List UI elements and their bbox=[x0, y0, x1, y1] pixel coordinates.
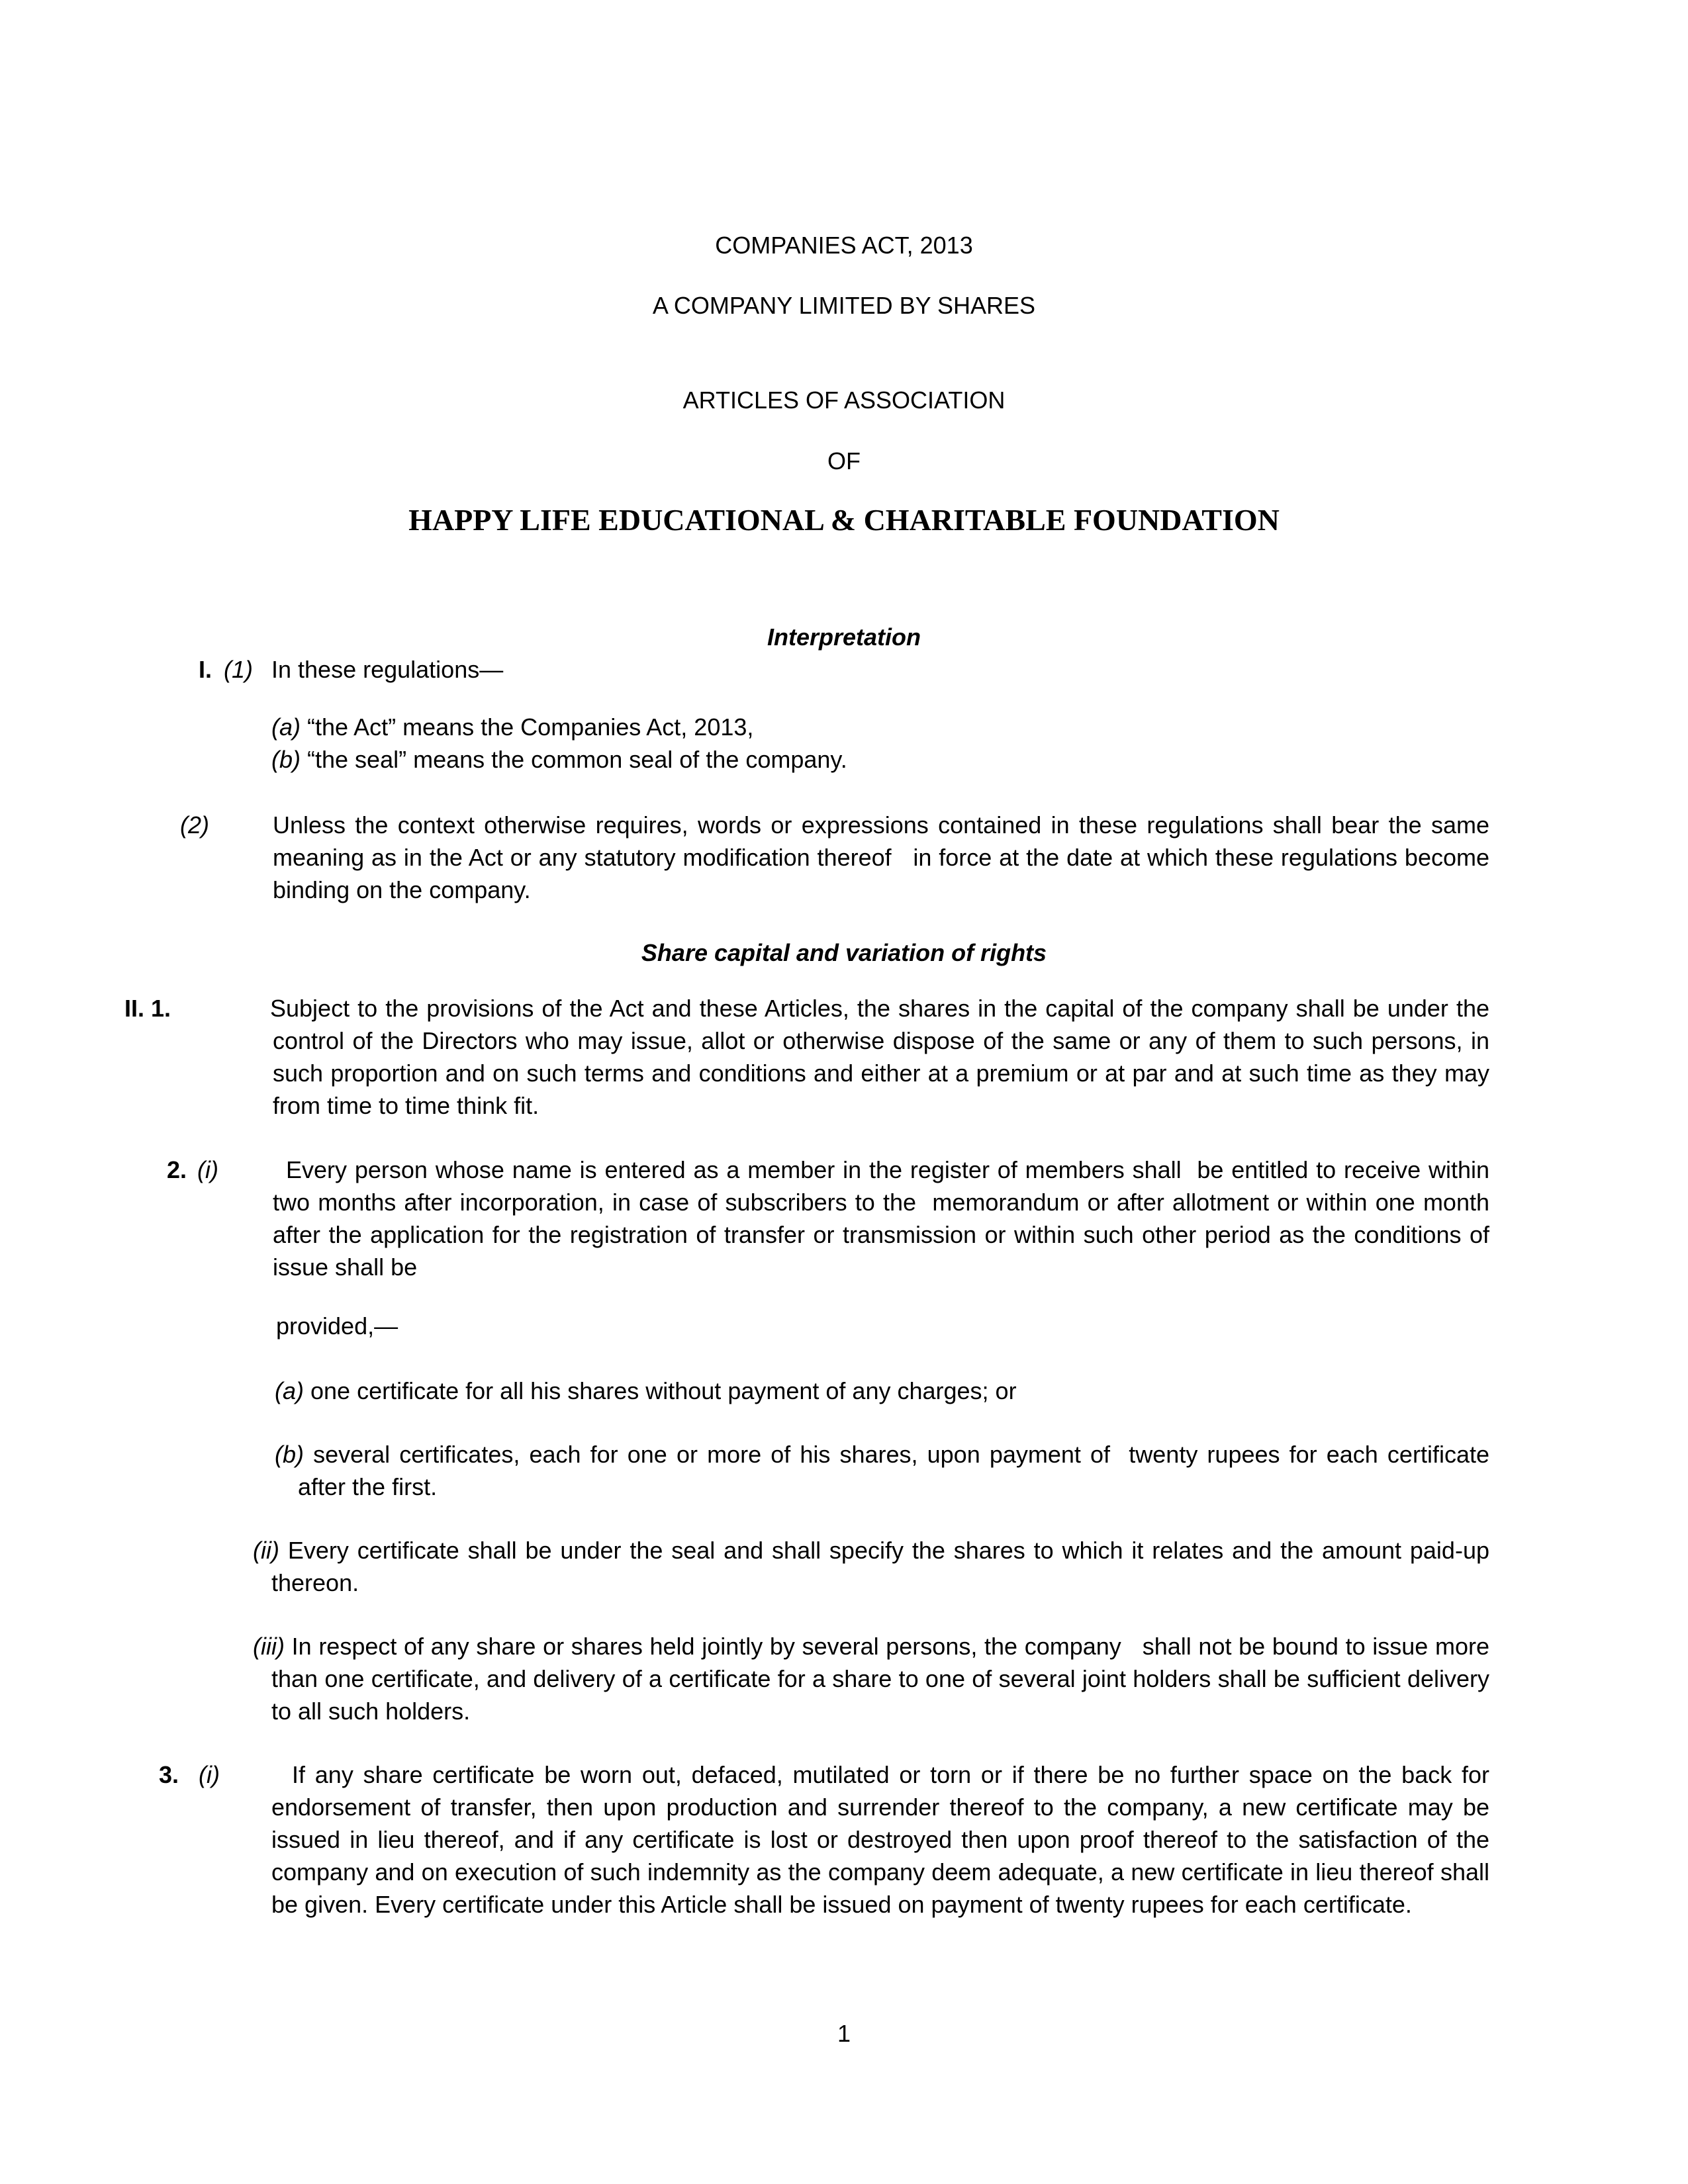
clause-II-1-text: Subject to the provisions of the Act and these Articles, the shares in the capital of the company shall be under the control of the Directors who may issue, allot or otherwise dispose of the same or any of them to such persons, in such proportion and on such terms and conditions and either at a premium or at par and at such time as they may from time to time think fit. bbox=[270, 995, 1489, 1119]
clause-2-i-number: 2. bbox=[167, 1156, 187, 1183]
clause-2-i bbox=[167, 1154, 1489, 1283]
clause-2-iii bbox=[199, 1630, 1489, 1727]
clause-2-ii-marker: (ii) bbox=[253, 1537, 279, 1564]
clause-3-i-subnumber: (i) bbox=[199, 1761, 220, 1788]
doc-title-company-type: A COMPANY LIMITED BY SHARES bbox=[652, 292, 1036, 319]
definition-item-a bbox=[271, 711, 1489, 743]
section-heading-interpretation: Interpretation bbox=[767, 623, 921, 651]
certificate-item-b-marker: (b) bbox=[275, 1441, 304, 1468]
clause-2-iii-text: In respect of any share or shares held jointly by several persons, the company shall not be bound to issue more than one certificate, and delivery of a certificate for a share to one of several joint holders shall be sufficient delivery to all such holders. bbox=[271, 1633, 1489, 1725]
clause-I-1-text: In these regulations— bbox=[271, 656, 504, 683]
definition-item-a-marker: (a) bbox=[271, 713, 301, 741]
doc-title-articles: ARTICLES OF ASSOCIATION bbox=[682, 387, 1006, 414]
clause-3-i bbox=[159, 1758, 1489, 1921]
clause-I-1 bbox=[199, 653, 1489, 686]
clause-II-1 bbox=[124, 992, 1489, 1122]
section-heading-share-capital: Share capital and variation of rights bbox=[641, 939, 1047, 966]
clause-2-iii-marker: (iii) bbox=[253, 1633, 285, 1660]
doc-title-act: COMPANIES ACT, 2013 bbox=[715, 232, 973, 259]
clause-I-1-subnumber: (1) bbox=[224, 656, 253, 683]
certificate-item-b bbox=[199, 1438, 1489, 1503]
certificate-item-a-marker: (a) bbox=[275, 1377, 304, 1404]
page-number: 1 bbox=[837, 2020, 851, 2047]
definition-item-b-marker: (b) bbox=[271, 746, 301, 773]
definition-item-a-text: “the Act” means the Companies Act, 2013, bbox=[307, 713, 754, 741]
clause-I-2-marker: (2) bbox=[180, 811, 209, 839]
definition-item-b-text: “the seal” means the common seal of the company. bbox=[307, 746, 847, 773]
doc-title-of: OF bbox=[827, 447, 861, 475]
clause-2-i-text: Every person whose name is entered as a member in the register of members shall be entitled to receive within two months after incorporation, in case of subscribers to the memorandum or after allotment or within one month after the application for the registration of transfer or transmission or within such other period as the conditions of issue shall be bbox=[273, 1156, 1489, 1281]
company-name: HAPPY LIFE EDUCATIONAL & CHARITABLE FOUNDATION bbox=[408, 503, 1280, 537]
clause-2-i-subnumber: (i) bbox=[197, 1156, 218, 1183]
clause-I-1-number: I. bbox=[199, 656, 212, 683]
certificate-item-a bbox=[275, 1375, 1489, 1407]
provided-line: provided,— bbox=[276, 1312, 399, 1340]
certificate-item-b-text: several certificates, each for one or more of his shares, upon payment of twenty rupees for each certificate after the first. bbox=[298, 1441, 1489, 1500]
clause-3-i-text: If any share certificate be worn out, defaced, mutilated or torn or if there be no further space on the back for endorsement of transfer, then upon production and surrender thereof to the company, a new certificate may be issued in lieu thereof, and if any certificate is lost or destroyed then upon proof thereof to the satisfaction of the company and on execution of such indemnity as the company deem adequate, a new certificate in lieu thereof shall be given. Every certificate under this Article shall be issued on payment of twenty rupees for each certificate. bbox=[271, 1761, 1489, 1918]
clause-2-ii bbox=[199, 1534, 1489, 1599]
clause-I-2-text: Unless the context otherwise requires, words or expressions contained in these regulations shall bear the same meaning as in the Act or any statutory modification thereof in force at the date at which these regulations become binding on the company. bbox=[273, 811, 1489, 903]
clause-2-ii-text: Every certificate shall be under the seal and shall specify the shares to which it relates and the amount paid-up thereon. bbox=[271, 1537, 1489, 1596]
certificate-item-a-text: one certificate for all his shares without payment of any charges; or bbox=[310, 1377, 1017, 1404]
definition-item-b bbox=[271, 743, 1489, 776]
clause-3-i-number: 3. bbox=[159, 1761, 179, 1788]
clause-II-1-number: II. 1. bbox=[124, 995, 171, 1022]
clause-I-2 bbox=[180, 809, 1489, 906]
